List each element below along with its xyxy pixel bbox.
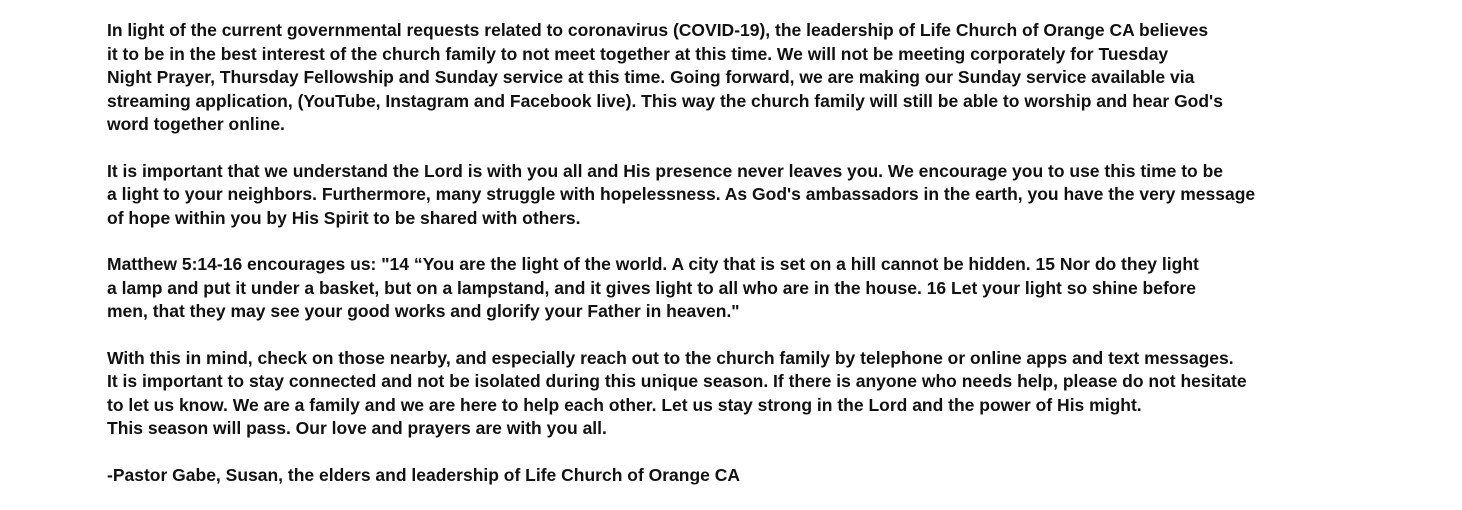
- text-line: It is important that we understand the Lord is with you all and His presence never leaves you. We encourage you to use this time to be: [107, 160, 1224, 181]
- text-line: With this in mind, check on those nearby, and especially reach out to the church family by telephone or online apps and text messages.: [107, 347, 1234, 368]
- text-line: word together online.: [107, 114, 285, 134]
- paragraph-scripture-quote: [107, 253, 1407, 324]
- paragraph-stay-connected: [107, 347, 1407, 441]
- text-line: to let us know. We are a family and we are here to help each other. Let us stay strong in the Lord and the power of His might.: [107, 394, 1142, 415]
- text-line: it to be in the best interest of the church family to not meet together at this time. We will not be meeting corporately for Tuesday: [107, 43, 1169, 64]
- text-line: Night Prayer, Thursday Fellowship and Sunday service at this time. Going forward, we are making our Sunday service available via: [107, 67, 1195, 87]
- text-line: This season will pass. Our love and prayers are with you all.: [107, 418, 607, 438]
- text-line: a light to your neighbors. Furthermore, many struggle with hopelessness. As God's ambassadors in the earth, you have the very message: [107, 184, 1256, 204]
- paragraph-encouragement: [107, 160, 1407, 231]
- text-line: men, that they may see your good works and glorify your Father in heaven.": [107, 301, 740, 321]
- paragraph-meeting-suspension: [107, 19, 1407, 137]
- text-line: a lamp and put it under a basket, but on a lampstand, and it gives light to all who are in the house. 16 Let your light so shine before: [107, 277, 1197, 298]
- signature-line: -Pastor Gabe, Susan, the elders and leadership of Life Church of Orange CA: [107, 464, 741, 485]
- text-line: streaming application, (YouTube, Instagram and Facebook live). This way the church family will still be able to worship and hear God's: [107, 90, 1223, 111]
- text-line: Matthew 5:14-16 encourages us: "14 “You are the light of the world. A city that is set on a hill cannot be hidden. 15 Nor do they light: [107, 254, 1199, 274]
- text-line: In light of the current governmental requests related to coronavirus (COVID-19), the leadership of Life Church of Orange CA believes: [107, 20, 1209, 40]
- text-line: It is important to stay connected and not be isolated during this unique season. If there is anyone who needs help, please do not hesitate: [107, 371, 1247, 391]
- signature-paragraph: [107, 464, 1407, 488]
- covid-announcement-letter: [107, 19, 1407, 510]
- text-line: of hope within you by His Spirit to be shared with others.: [107, 207, 581, 228]
